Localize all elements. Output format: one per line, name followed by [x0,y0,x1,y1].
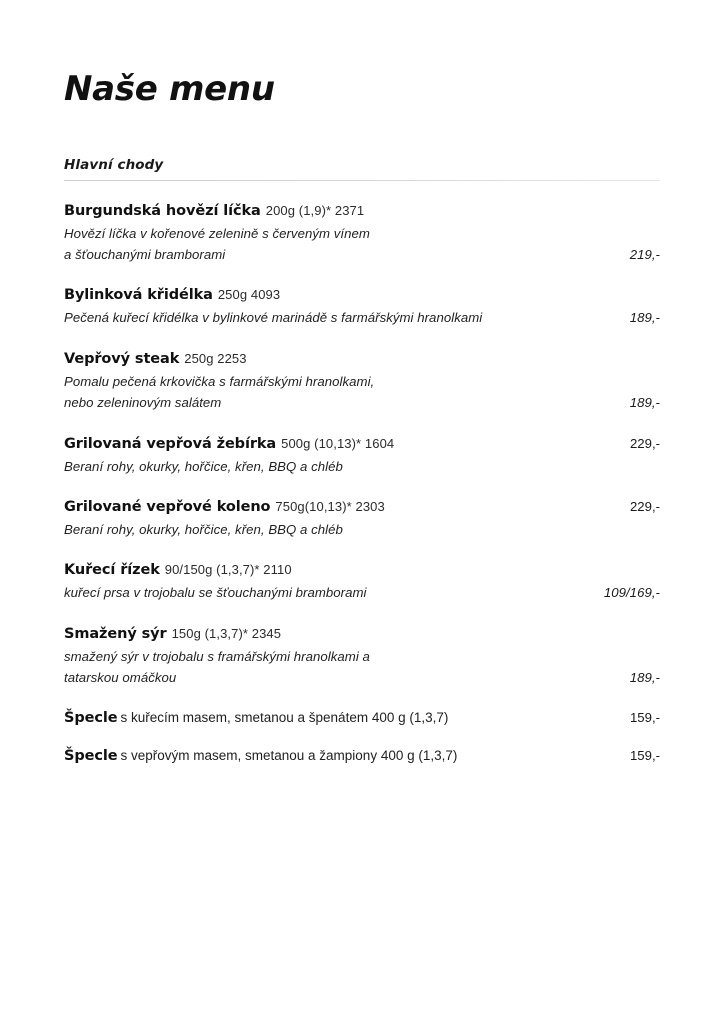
menu-item-price: 189,- [629,310,660,326]
menu-item-weight-allergens: 150g (1,3,7)* 2345 [171,625,282,641]
menu-item-name: Grilované vepřové koleno [64,498,271,515]
menu-item-header-row [64,285,660,305]
menu-item [64,497,660,540]
menu-item-name: Burgundská hovězí líčka [64,202,261,219]
menu-item-name: Vepřový steak [64,350,180,367]
menu-item-name: Kuřecí řízek [64,562,160,579]
page-title: Naše menu [64,69,275,109]
menu-item-heading [64,560,568,580]
menu-item-description [64,371,660,414]
menu-item-header-row [64,746,660,766]
menu-item-heading [64,201,568,221]
menu-item [64,624,660,689]
menu-item-inline-description: s vepřovým masem, smetanou a žampiony 400 g (1,3,7) [120,748,458,764]
menu-item-description-line [64,582,660,603]
menu-item-heading [64,285,568,305]
menu-item-heading [64,708,568,728]
menu-item-description-line [64,307,660,328]
menu-item [64,708,660,728]
menu-item-description [64,307,660,328]
menu-item-inline-description: s kuřecím masem, smetanou a špenátem 400 g (1,3,7) [120,710,449,726]
menu-item-heading [64,624,568,644]
menu-item-description-text: Pečená kuřecí křidélka v bylinkové marinádě s farmářskými hranolkami [64,310,483,326]
menu-item-heading [64,746,568,766]
menu-item-description [64,456,660,477]
menu-item-header-row [64,201,660,221]
menu-item-weight-allergens: 90/150g (1,3,7)* 2110 [164,562,292,578]
menu-item-header-row [64,708,660,728]
section-heading: Hlavní chody [64,156,164,173]
menu-item-price: 229,- [629,435,660,451]
menu-item-header-row [64,349,660,369]
menu-item [64,349,660,414]
menu-item-heading [64,497,568,517]
menu-item-price: 189,- [629,395,660,411]
menu-item-description [64,582,660,603]
menu-item [64,560,660,603]
menu-item-weight-allergens: 750g(10,13)* 2303 [275,498,385,514]
menu-item-description-line: smažený sýr v trojobalu s framářskými hranolkami a [64,648,370,664]
menu-item-description [64,223,660,266]
menu-item-description [64,519,660,540]
menu-item-name: Smažený sýr [64,625,167,642]
menu-item-price: 109/169,- [603,585,660,601]
menu-item [64,201,660,266]
menu-item-weight-allergens: 500g (10,13)* 1604 [281,435,395,451]
menu-item-name: Bylinková křidélka [64,287,213,304]
menu-item-name: Špecle [64,748,118,765]
menu-content [64,0,660,784]
menu-item [64,434,660,477]
menu-section-main-courses [64,157,660,767]
menu-item-weight-allergens: 250g 2253 [184,350,247,366]
menu-item-header-row [64,560,660,580]
menu-item-description-line [64,392,660,413]
menu-item-description [64,646,660,689]
menu-item-weight-allergens: 250g 4093 [217,287,281,303]
menu-item-price: 159,- [629,748,660,764]
menu-item-description-text: nebo zeleninovým salátem [64,395,222,411]
menu-item-price: 229,- [629,498,660,514]
menu-item-price: 159,- [629,710,660,726]
menu-item-weight-allergens: 200g (1,9)* 2371 [265,202,365,218]
menu-item-list [64,201,660,767]
menu-item-description-line: Pomalu pečená krkovička s farmářskými hranolkami, [64,373,375,389]
menu-item-name: Grilovaná vepřová žebírka [64,435,277,452]
menu-item-heading [64,349,568,369]
menu-item [64,746,660,766]
menu-item-name: Špecle [64,710,118,727]
menu-item-heading [64,434,568,454]
menu-item [64,285,660,328]
section-divider [64,180,660,181]
menu-item-header-row [64,497,660,517]
menu-item-header-row [64,434,660,454]
menu-item-price: 219,- [629,247,660,263]
menu-item-description-text: tatarskou omáčkou [64,670,177,686]
menu-item-description-line: Hovězí líčka v kořenové zelenině s červeným vínem [64,225,370,241]
menu-item-description-text: kuřecí prsa v trojobalu se šťouchanými bramborami [64,585,367,601]
menu-item-description-line: Beraní rohy, okurky, hořčice, křen, BBQ a chléb [64,458,343,474]
menu-item-description-line: Beraní rohy, okurky, hořčice, křen, BBQ a chléb [64,521,343,537]
menu-item-header-row [64,624,660,644]
menu-item-description-line [64,667,660,688]
menu-item-description-text: a šťouchanými bramborami [64,247,226,263]
menu-item-price: 189,- [629,670,660,686]
menu-item-description-line [64,244,660,265]
